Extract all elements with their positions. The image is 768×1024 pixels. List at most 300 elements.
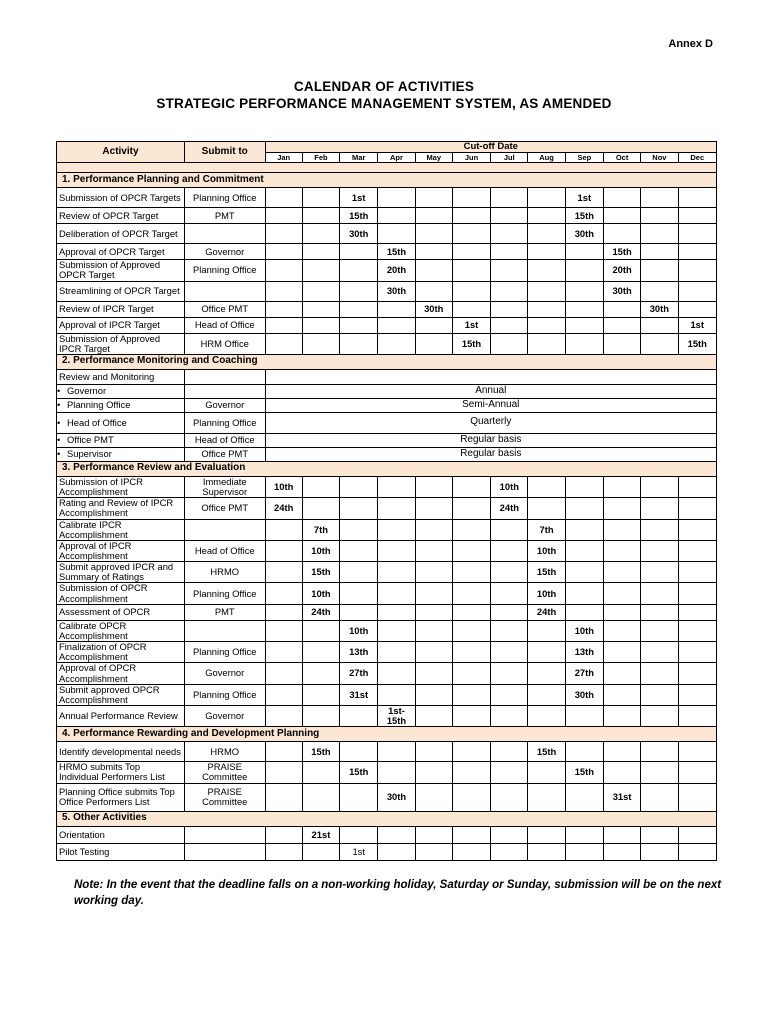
date-cell-aug bbox=[528, 826, 565, 843]
submit-cell bbox=[184, 620, 265, 641]
date-cell-aug: 7th bbox=[528, 519, 565, 540]
table-row bbox=[57, 762, 717, 783]
activity-cell: Approval of OPCR Target bbox=[57, 244, 185, 260]
date-cell-jul bbox=[491, 224, 528, 244]
date-cell-jul bbox=[491, 244, 528, 260]
table-row bbox=[57, 826, 717, 843]
date-cell-nov bbox=[641, 260, 678, 281]
date-cell-jul bbox=[491, 706, 528, 727]
date-cell-dec bbox=[678, 843, 717, 860]
date-cell-may bbox=[415, 188, 452, 208]
date-cell-feb bbox=[302, 188, 339, 208]
submit-cell bbox=[184, 384, 265, 398]
date-cell-feb bbox=[302, 642, 339, 663]
date-cell-sep bbox=[565, 476, 603, 497]
date-cell-jun: 1st bbox=[452, 317, 490, 333]
activity-cell: Planning Office submits Top Office Performers List bbox=[57, 783, 185, 811]
table-row bbox=[57, 843, 717, 860]
table-row bbox=[57, 398, 717, 412]
date-cell-oct bbox=[603, 317, 640, 333]
date-cell-oct: 30th bbox=[603, 281, 640, 301]
date-cell-jun: 15th bbox=[452, 333, 490, 354]
table-row bbox=[57, 620, 717, 641]
activity-cell: Submit approved OPCR Accomplishment bbox=[57, 684, 185, 705]
date-cell-feb bbox=[302, 244, 339, 260]
date-cell-jan bbox=[265, 208, 302, 224]
date-cell-nov bbox=[641, 843, 678, 860]
date-cell-may bbox=[415, 333, 452, 354]
date-cell-apr bbox=[378, 684, 415, 705]
date-cell-jul bbox=[491, 519, 528, 540]
date-cell-jul bbox=[491, 281, 528, 301]
date-cell-dec bbox=[678, 583, 717, 604]
date-cell-may bbox=[415, 706, 452, 727]
date-cell-apr bbox=[378, 762, 415, 783]
date-cell-jun bbox=[452, 260, 490, 281]
date-cell-dec: 15th bbox=[678, 333, 717, 354]
activity-cell: Calibrate OPCR Accomplishment bbox=[57, 620, 185, 641]
date-cell-oct bbox=[603, 540, 640, 561]
activity-cell: Rating and Review of IPCR Accomplishment bbox=[57, 498, 185, 519]
submit-cell: Head of Office bbox=[184, 540, 265, 561]
date-cell-aug bbox=[528, 706, 565, 727]
date-cell-mar: 13th bbox=[340, 642, 378, 663]
date-cell-dec bbox=[678, 281, 717, 301]
date-cell-sep bbox=[565, 706, 603, 727]
date-cell-oct bbox=[603, 706, 640, 727]
submit-cell: Office PMT bbox=[184, 301, 265, 317]
date-cell-apr bbox=[378, 826, 415, 843]
month-header-feb: Feb bbox=[302, 153, 339, 163]
activity-cell: • Planning Office bbox=[57, 398, 185, 412]
calendar-table bbox=[56, 141, 717, 861]
date-cell-aug bbox=[528, 620, 565, 641]
date-cell-jun bbox=[452, 684, 490, 705]
date-cell-dec: 1st bbox=[678, 317, 717, 333]
date-cell-oct bbox=[603, 742, 640, 762]
activity-cell: Review of OPCR Target bbox=[57, 208, 185, 224]
date-cell-may bbox=[415, 604, 452, 620]
date-cell-jan bbox=[265, 519, 302, 540]
table-row bbox=[57, 281, 717, 301]
date-cell-nov bbox=[641, 540, 678, 561]
activity-cell: Identify developmental needs bbox=[57, 742, 185, 762]
date-cell-dec bbox=[678, 706, 717, 727]
date-cell-mar bbox=[340, 498, 378, 519]
submit-cell: Head of Office bbox=[184, 433, 265, 447]
date-cell-jan bbox=[265, 604, 302, 620]
submit-cell: PMT bbox=[184, 208, 265, 224]
date-cell-mar bbox=[340, 260, 378, 281]
date-cell-mar: 15th bbox=[340, 208, 378, 224]
date-cell-dec bbox=[678, 188, 717, 208]
date-cell-feb bbox=[302, 843, 339, 860]
date-cell-jun bbox=[452, 706, 490, 727]
activity-cell: Deliberation of OPCR Target bbox=[57, 224, 185, 244]
date-cell-nov bbox=[641, 281, 678, 301]
date-cell-jan bbox=[265, 642, 302, 663]
section-title: 4. Performance Rewarding and Development Planning bbox=[57, 727, 717, 742]
date-cell-sep bbox=[565, 843, 603, 860]
submit-cell: Planning Office bbox=[184, 642, 265, 663]
frequency-cell: Annual bbox=[265, 384, 716, 398]
date-cell-may bbox=[415, 762, 452, 783]
table-row bbox=[57, 519, 717, 540]
date-cell-apr: 15th bbox=[378, 244, 415, 260]
date-cell-dec bbox=[678, 642, 717, 663]
date-cell-feb bbox=[302, 317, 339, 333]
date-cell-apr bbox=[378, 742, 415, 762]
date-cell-mar bbox=[340, 244, 378, 260]
month-header-aug: Aug bbox=[528, 153, 565, 163]
date-cell-feb bbox=[302, 663, 339, 684]
date-cell-dec bbox=[678, 244, 717, 260]
date-cell-mar: 1st bbox=[340, 188, 378, 208]
activity-cell: • Office PMT bbox=[57, 433, 185, 447]
date-cell-jun bbox=[452, 224, 490, 244]
date-cell-apr: 30th bbox=[378, 783, 415, 811]
date-cell-dec bbox=[678, 604, 717, 620]
date-cell-may bbox=[415, 244, 452, 260]
date-cell-apr bbox=[378, 301, 415, 317]
date-cell-may bbox=[415, 260, 452, 281]
date-cell-oct bbox=[603, 498, 640, 519]
date-cell-jun bbox=[452, 620, 490, 641]
date-cell-mar bbox=[340, 783, 378, 811]
date-cell-oct bbox=[603, 684, 640, 705]
date-cell-dec bbox=[678, 562, 717, 583]
date-cell-mar bbox=[340, 604, 378, 620]
date-cell-dec bbox=[678, 498, 717, 519]
date-cell-sep bbox=[565, 519, 603, 540]
table-row bbox=[57, 604, 717, 620]
date-cell-sep bbox=[565, 317, 603, 333]
date-cell-jul bbox=[491, 260, 528, 281]
date-cell-jul bbox=[491, 301, 528, 317]
date-cell-oct bbox=[603, 562, 640, 583]
activity-cell: Finalization of OPCR Accomplishment bbox=[57, 642, 185, 663]
date-cell-aug bbox=[528, 843, 565, 860]
date-cell-jan bbox=[265, 224, 302, 244]
submit-cell bbox=[184, 281, 265, 301]
date-cell-jul bbox=[491, 583, 528, 604]
date-cell-nov bbox=[641, 783, 678, 811]
date-cell-oct bbox=[603, 224, 640, 244]
table-row bbox=[57, 333, 717, 354]
date-cell-dec bbox=[678, 260, 717, 281]
date-cell-aug bbox=[528, 642, 565, 663]
submit-cell: Governor bbox=[184, 398, 265, 412]
date-cell-sep bbox=[565, 301, 603, 317]
submit-cell: HRMO bbox=[184, 562, 265, 583]
date-cell-mar bbox=[340, 742, 378, 762]
date-cell-nov bbox=[641, 583, 678, 604]
date-cell-jan bbox=[265, 301, 302, 317]
table-row bbox=[57, 369, 717, 384]
submit-cell: PRAISE Committee bbox=[184, 783, 265, 811]
table-row bbox=[57, 663, 717, 684]
date-cell-sep: 15th bbox=[565, 208, 603, 224]
date-cell-sep bbox=[565, 562, 603, 583]
month-header-jan: Jan bbox=[265, 153, 302, 163]
date-cell-jan bbox=[265, 742, 302, 762]
date-cell-feb bbox=[302, 260, 339, 281]
date-cell-apr bbox=[378, 843, 415, 860]
date-cell-mar bbox=[340, 281, 378, 301]
date-cell-nov bbox=[641, 684, 678, 705]
activity-cell: Submit approved IPCR and Summary of Ratings bbox=[57, 562, 185, 583]
table-row bbox=[57, 224, 717, 244]
submit-cell: Planning Office bbox=[184, 684, 265, 705]
date-cell-may bbox=[415, 562, 452, 583]
table-row bbox=[57, 208, 717, 224]
section-header-row bbox=[57, 727, 717, 742]
table-row bbox=[57, 498, 717, 519]
date-cell-mar bbox=[340, 706, 378, 727]
activity-cell: Orientation bbox=[57, 826, 185, 843]
date-cell-oct bbox=[603, 826, 640, 843]
activity-cell: Pilot Testing bbox=[57, 843, 185, 860]
date-cell-jun bbox=[452, 583, 490, 604]
date-cell-aug bbox=[528, 333, 565, 354]
date-cell-nov bbox=[641, 333, 678, 354]
date-cell-jun bbox=[452, 742, 490, 762]
date-cell-nov bbox=[641, 208, 678, 224]
date-cell-apr bbox=[378, 333, 415, 354]
month-header-oct: Oct bbox=[603, 153, 640, 163]
date-cell-jun bbox=[452, 642, 490, 663]
date-cell-sep bbox=[565, 333, 603, 354]
date-cell-jun bbox=[452, 762, 490, 783]
date-cell-may bbox=[415, 208, 452, 224]
date-cell-apr: 20th bbox=[378, 260, 415, 281]
frequency-cell: Quarterly bbox=[265, 412, 716, 433]
section-title: 1. Performance Planning and Commitment bbox=[57, 173, 717, 188]
date-cell-mar bbox=[340, 317, 378, 333]
submit-cell: Immediate Supervisor bbox=[184, 476, 265, 497]
date-cell-nov bbox=[641, 620, 678, 641]
date-cell-aug bbox=[528, 260, 565, 281]
date-cell-may bbox=[415, 224, 452, 244]
frequency-cell: Semi-Annual bbox=[265, 398, 716, 412]
date-cell-jun bbox=[452, 783, 490, 811]
date-cell-nov bbox=[641, 498, 678, 519]
section-title: 3. Performance Review and Evaluation bbox=[57, 461, 717, 476]
activity-cell: Approval of IPCR Target bbox=[57, 317, 185, 333]
date-cell-dec bbox=[678, 762, 717, 783]
submit-cell: HRMO bbox=[184, 742, 265, 762]
month-header-apr: Apr bbox=[378, 153, 415, 163]
date-cell-feb: 24th bbox=[302, 604, 339, 620]
date-cell-jul bbox=[491, 642, 528, 663]
submit-cell: PMT bbox=[184, 604, 265, 620]
date-cell-aug: 10th bbox=[528, 540, 565, 561]
date-cell-jun bbox=[452, 826, 490, 843]
date-cell-sep: 10th bbox=[565, 620, 603, 641]
date-cell-aug bbox=[528, 762, 565, 783]
table-row bbox=[57, 301, 717, 317]
date-cell-jan bbox=[265, 663, 302, 684]
submit-cell: Head of Office bbox=[184, 317, 265, 333]
date-cell-aug bbox=[528, 317, 565, 333]
date-cell-jul bbox=[491, 317, 528, 333]
date-cell-nov bbox=[641, 476, 678, 497]
date-cell-sep: 1st bbox=[565, 188, 603, 208]
activity-cell: Review of IPCR Target bbox=[57, 301, 185, 317]
date-cell-mar: 31st bbox=[340, 684, 378, 705]
table-row bbox=[57, 684, 717, 705]
date-cell-jul bbox=[491, 540, 528, 561]
date-cell-nov bbox=[641, 706, 678, 727]
table-row bbox=[57, 260, 717, 281]
date-cell-aug bbox=[528, 663, 565, 684]
submit-to-column-header: Submit to bbox=[184, 142, 265, 163]
date-cell-jul bbox=[491, 663, 528, 684]
date-cell-jun bbox=[452, 188, 490, 208]
table-row bbox=[57, 642, 717, 663]
activity-cell: Submission of OPCR Accomplishment bbox=[57, 583, 185, 604]
date-cell-feb bbox=[302, 498, 339, 519]
date-cell-dec bbox=[678, 208, 717, 224]
date-cell-dec bbox=[678, 224, 717, 244]
submit-cell: Governor bbox=[184, 663, 265, 684]
activity-cell: Approval of IPCR Accomplishment bbox=[57, 540, 185, 561]
date-cell-aug bbox=[528, 281, 565, 301]
table-row bbox=[57, 783, 717, 811]
date-cell-oct bbox=[603, 620, 640, 641]
date-cell-jul bbox=[491, 188, 528, 208]
table-row bbox=[57, 706, 717, 727]
date-cell-apr bbox=[378, 208, 415, 224]
date-cell-jul bbox=[491, 333, 528, 354]
date-cell-aug bbox=[528, 188, 565, 208]
date-cell-dec bbox=[678, 519, 717, 540]
date-cell-sep: 30th bbox=[565, 684, 603, 705]
date-cell-oct bbox=[603, 301, 640, 317]
date-cell-jun bbox=[452, 604, 490, 620]
date-cell-feb: 15th bbox=[302, 562, 339, 583]
date-cell-may bbox=[415, 843, 452, 860]
activity-cell: Submission of Approved IPCR Target bbox=[57, 333, 185, 354]
date-cell-jan bbox=[265, 762, 302, 783]
date-cell-jun bbox=[452, 301, 490, 317]
month-header-mar: Mar bbox=[340, 153, 378, 163]
document-title: CALENDAR OF ACTIVITIES bbox=[293, 79, 475, 94]
date-cell-jan bbox=[265, 540, 302, 561]
section-header-row bbox=[57, 173, 717, 188]
date-cell-jan bbox=[265, 783, 302, 811]
date-cell-feb bbox=[302, 301, 339, 317]
date-cell-mar bbox=[340, 540, 378, 561]
date-cell-jan bbox=[265, 317, 302, 333]
date-cell-jul bbox=[491, 843, 528, 860]
date-cell-apr bbox=[378, 519, 415, 540]
date-cell-aug bbox=[528, 244, 565, 260]
activity-cell: • Head of Office bbox=[57, 412, 185, 433]
date-cell-mar: 15th bbox=[340, 762, 378, 783]
date-cell-jun bbox=[452, 540, 490, 561]
month-header-nov: Nov bbox=[641, 153, 678, 163]
intro-activity-cell: Review and Monitoring bbox=[57, 369, 185, 384]
date-cell-jul bbox=[491, 604, 528, 620]
date-cell-jan bbox=[265, 843, 302, 860]
date-cell-aug bbox=[528, 684, 565, 705]
date-cell-sep: 15th bbox=[565, 762, 603, 783]
date-cell-mar: 1st bbox=[340, 843, 378, 860]
date-cell-may bbox=[415, 540, 452, 561]
date-cell-sep bbox=[565, 498, 603, 519]
date-cell-jun bbox=[452, 562, 490, 583]
date-cell-feb bbox=[302, 281, 339, 301]
month-header-may: May bbox=[415, 153, 452, 163]
date-cell-feb bbox=[302, 684, 339, 705]
date-cell-dec bbox=[678, 620, 717, 641]
activity-cell: • Supervisor bbox=[57, 447, 185, 461]
date-cell-jan bbox=[265, 188, 302, 208]
date-cell-mar bbox=[340, 826, 378, 843]
date-cell-aug bbox=[528, 208, 565, 224]
date-cell-jul: 24th bbox=[491, 498, 528, 519]
date-cell-nov bbox=[641, 188, 678, 208]
date-cell-sep bbox=[565, 540, 603, 561]
date-cell-nov bbox=[641, 663, 678, 684]
date-cell-oct bbox=[603, 642, 640, 663]
date-cell-may bbox=[415, 826, 452, 843]
section-title: 2. Performance Monitoring and Coaching bbox=[57, 354, 717, 369]
date-cell-sep: 13th bbox=[565, 642, 603, 663]
submit-cell: Planning Office bbox=[184, 412, 265, 433]
date-cell-jul bbox=[491, 762, 528, 783]
date-cell-jan bbox=[265, 620, 302, 641]
date-cell-apr bbox=[378, 498, 415, 519]
date-cell-feb bbox=[302, 783, 339, 811]
date-cell-apr: 30th bbox=[378, 281, 415, 301]
date-cell-nov bbox=[641, 762, 678, 783]
date-cell-feb bbox=[302, 224, 339, 244]
date-cell-jun bbox=[452, 498, 490, 519]
section-header-row bbox=[57, 461, 717, 476]
table-row bbox=[57, 583, 717, 604]
date-cell-jun bbox=[452, 208, 490, 224]
date-cell-aug bbox=[528, 783, 565, 811]
date-cell-jun bbox=[452, 843, 490, 860]
submit-cell: Office PMT bbox=[184, 498, 265, 519]
date-cell-oct bbox=[603, 519, 640, 540]
date-cell-aug: 24th bbox=[528, 604, 565, 620]
spacer-cell bbox=[57, 163, 717, 173]
submit-cell bbox=[184, 826, 265, 843]
date-cell-mar bbox=[340, 583, 378, 604]
date-cell-sep bbox=[565, 826, 603, 843]
date-cell-jan bbox=[265, 826, 302, 843]
date-cell-may bbox=[415, 519, 452, 540]
section-header-row bbox=[57, 811, 717, 826]
date-cell-oct bbox=[603, 663, 640, 684]
date-cell-nov: 30th bbox=[641, 301, 678, 317]
date-cell-feb: 10th bbox=[302, 540, 339, 561]
date-cell-feb: 10th bbox=[302, 583, 339, 604]
date-cell-dec bbox=[678, 476, 717, 497]
date-cell-apr bbox=[378, 620, 415, 641]
month-header-jul: Jul bbox=[491, 153, 528, 163]
date-cell-jun bbox=[452, 663, 490, 684]
table-row bbox=[57, 447, 717, 461]
spacer-row bbox=[57, 163, 717, 173]
date-cell-may bbox=[415, 642, 452, 663]
date-cell-oct bbox=[603, 188, 640, 208]
submit-cell: HRM Office bbox=[184, 333, 265, 354]
submit-cell: Governor bbox=[184, 706, 265, 727]
